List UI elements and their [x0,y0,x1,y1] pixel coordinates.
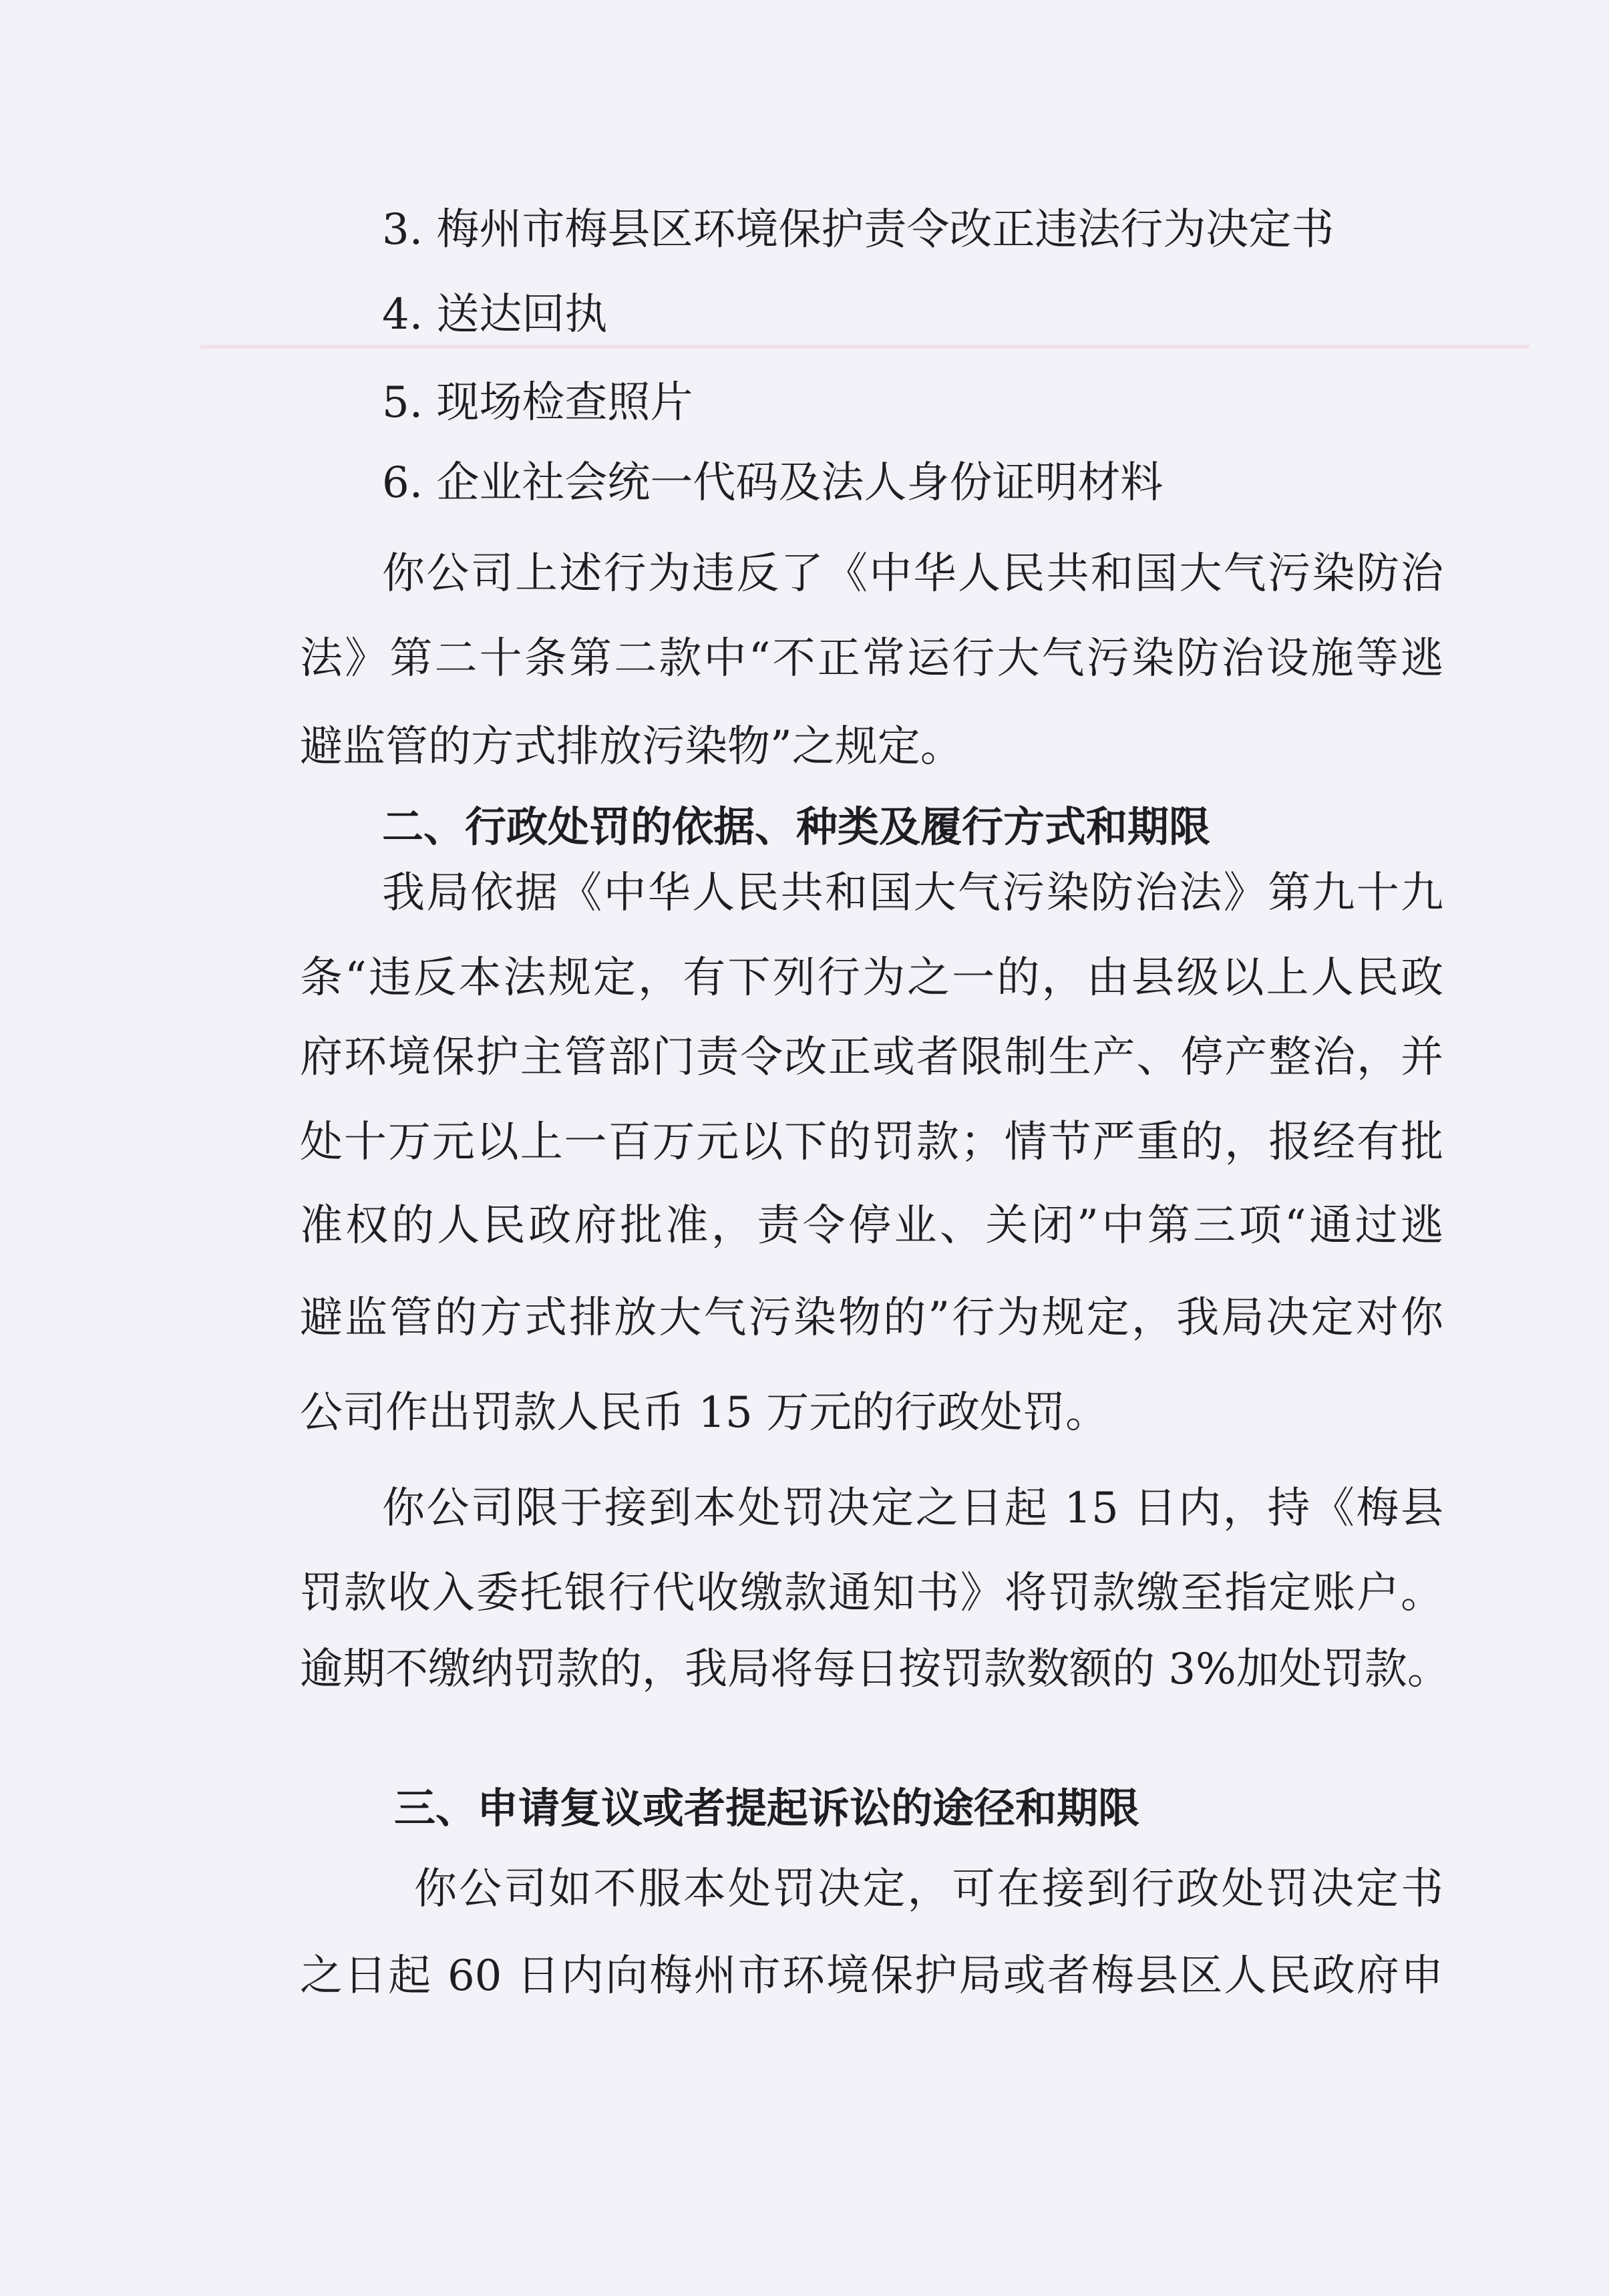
basis-line: 条“违反本法规定，有下列行为之一的，由县级以上人民政 [300,953,1443,1003]
basis-line: 准权的人民政府批准，责令停业、关闭”中第三项“通过逃 [300,1201,1443,1251]
basis-line: 处十万元以上一百万元以下的罚款；情节严重的，报经有批 [300,1118,1443,1167]
attachment-item-5: 5. 现场检查照片 [382,378,693,428]
payment-line: 逾期不缴纳罚款的，我局将每日按罚款数额的 3%加处罚款。 [300,1645,1450,1694]
section-2-heading: 二、行政处罚的依据、种类及履行方式和期限 [382,802,1211,851]
payment-line: 罚款收入委托银行代收缴款通知书》将罚款缴至指定账户。 [300,1569,1443,1618]
attachment-item-3: 3. 梅州市梅县区环境保护责令改正违法行为决定书 [382,205,1334,255]
basis-line: 公司作出罚款人民币 15 万元的行政处罚。 [300,1388,1109,1438]
basis-line: 避监管的方式排放大气污染物的”行为规定，我局决定对你 [300,1293,1443,1343]
bleed-through-line [200,345,1530,349]
appeal-line: 之日起 60 日内向梅州市环境保护局或者梅县区人民政府申 [300,1951,1443,2001]
attachment-item-4: 4. 送达回执 [382,290,608,339]
violation-line: 法》第二十条第二款中“不正常运行大气污染防治设施等逃 [300,634,1443,683]
violation-line: 你公司上述行为违反了《中华人民共和国大气污染防治 [382,549,1443,599]
attachment-item-6: 6. 企业社会统一代码及法人身份证明材料 [382,458,1164,508]
basis-line: 府环境保护主管部门责令改正或者限制生产、停产整治，并 [300,1033,1443,1082]
payment-line: 你公司限于接到本处罚决定之日起 15 日内，持《梅县 [382,1484,1443,1533]
basis-line: 我局依据《中华人民共和国大气污染防治法》第九十九 [382,868,1443,918]
section-3-heading: 三、申请复议或者提起诉讼的途径和期限 [394,1784,1140,1832]
violation-line: 避监管的方式排放污染物”之规定。 [300,722,963,772]
appeal-line: 你公司如不服本处罚决定，可在接到行政处罚决定书 [414,1864,1443,1914]
